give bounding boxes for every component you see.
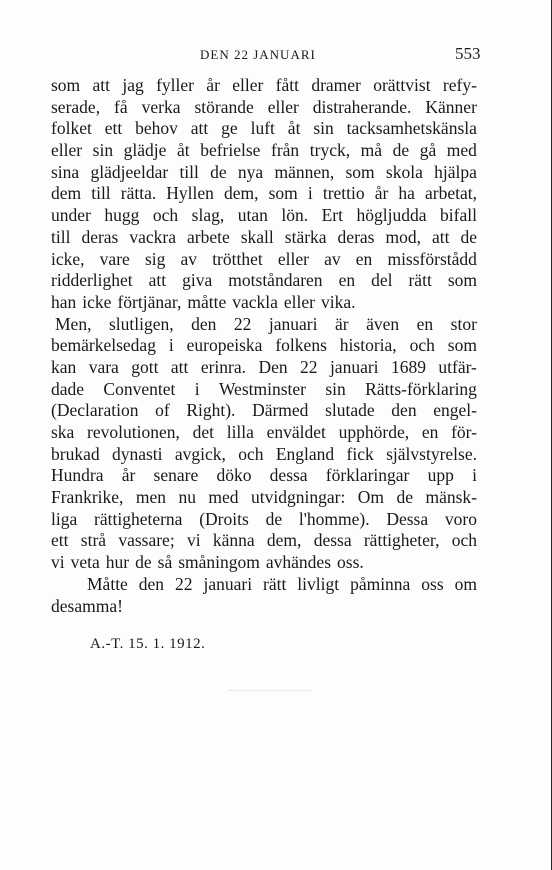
- word: döko: [216, 465, 252, 486]
- word: männen,: [274, 161, 335, 182]
- word: de: [210, 161, 227, 182]
- text-line: [51, 574, 477, 596]
- word: oss.: [337, 552, 364, 573]
- word: veta: [70, 552, 100, 573]
- word: arbetat,: [425, 183, 477, 204]
- word: vi: [51, 552, 65, 573]
- bleed-through-mark: [228, 690, 312, 691]
- text-line: [51, 596, 477, 618]
- word: som: [268, 183, 298, 204]
- word: missförstådd: [387, 248, 477, 269]
- word: tryck,: [309, 140, 351, 161]
- word: att: [148, 270, 167, 291]
- word: år: [374, 183, 389, 204]
- word: eller: [267, 96, 299, 117]
- word: icke,: [51, 248, 85, 269]
- word: känna: [212, 530, 255, 551]
- word: trötthet: [212, 248, 263, 269]
- word: oss: [421, 573, 444, 594]
- word: engel-: [433, 400, 477, 421]
- word: stärka: [284, 226, 327, 247]
- word: deras: [81, 226, 119, 247]
- text-line: [51, 270, 477, 292]
- body-text: [51, 75, 477, 617]
- word: nu: [178, 487, 196, 508]
- word: deras: [337, 226, 375, 247]
- word: med: [446, 140, 477, 161]
- word: få: [114, 96, 128, 117]
- page-number: 553: [455, 44, 481, 63]
- word: en: [355, 248, 373, 269]
- word: arbete: [186, 226, 230, 247]
- text-line: [51, 118, 477, 140]
- word: dem,: [224, 183, 259, 204]
- running-head: DEN 22 JANUARI: [200, 47, 316, 62]
- word: glädjeeldar: [90, 161, 169, 182]
- page-header: [0, 46, 552, 66]
- word: vara: [88, 356, 119, 377]
- word: folket: [51, 118, 92, 139]
- word: Conventet: [103, 378, 176, 399]
- signature-date: A.-T. 15. 1. 1912.: [90, 636, 206, 652]
- word: även: [366, 313, 400, 334]
- word: l'homme).: [298, 508, 370, 529]
- word: of: [155, 400, 170, 421]
- text-line: [51, 444, 477, 466]
- word: slag,: [191, 205, 225, 226]
- text-line: [51, 249, 477, 271]
- word: i: [472, 465, 477, 486]
- word: den: [191, 313, 217, 334]
- word: Men,: [55, 313, 92, 334]
- word: de: [135, 552, 152, 573]
- word: slutade: [325, 400, 375, 421]
- word: fyller: [156, 75, 194, 95]
- word: giva: [182, 270, 213, 291]
- word: dem: [51, 183, 82, 204]
- word: skall: [240, 226, 274, 247]
- word: tacksamhetskänsla: [346, 118, 477, 139]
- word: Om: [357, 487, 385, 508]
- word: desamma!: [51, 595, 123, 616]
- word: dem,: [266, 530, 302, 551]
- word: luft: [250, 118, 275, 139]
- word: ha: [398, 183, 415, 204]
- text-line: [51, 400, 477, 422]
- word: brukad: [51, 443, 100, 464]
- word: sig: [144, 248, 166, 269]
- word: år: [121, 465, 136, 486]
- word: senare: [153, 465, 199, 486]
- word: sin: [313, 118, 334, 139]
- word: fick: [346, 443, 374, 464]
- word: europeiska: [186, 335, 263, 356]
- word: Westminster: [218, 378, 306, 399]
- text-line: [51, 75, 477, 97]
- word: rättigheterna: [94, 508, 183, 529]
- word: skola: [385, 161, 423, 182]
- word: hur: [105, 552, 130, 573]
- word: hjälpa: [434, 161, 477, 182]
- word: livligt: [297, 573, 340, 594]
- word: dessa: [313, 530, 352, 551]
- text-line: [51, 205, 477, 227]
- word: till: [91, 183, 111, 204]
- word: eller: [277, 248, 309, 269]
- word: 1689: [390, 356, 426, 377]
- word: att: [190, 118, 209, 139]
- text-line: [51, 97, 477, 119]
- word: i: [168, 335, 174, 356]
- word: den: [391, 400, 417, 421]
- word: lilla: [226, 422, 254, 442]
- word: av: [324, 248, 341, 269]
- text-line: [51, 487, 477, 509]
- word: som: [51, 75, 81, 95]
- word: förtjänar,: [117, 291, 182, 312]
- word: så: [157, 552, 173, 573]
- word: i: [194, 378, 200, 399]
- word: Frankrike,: [51, 487, 124, 508]
- word: som: [447, 335, 477, 356]
- word: i: [307, 183, 313, 204]
- word: ett: [51, 530, 69, 551]
- word: 22: [175, 573, 193, 594]
- word: rättigheter,: [363, 530, 440, 551]
- word: jag: [122, 75, 144, 95]
- word: en: [416, 313, 434, 334]
- word: utfär-: [438, 356, 477, 377]
- word: rätta.: [120, 183, 157, 204]
- word: enväldet: [266, 422, 326, 442]
- word: utan: [237, 205, 268, 226]
- word: bifall: [440, 205, 477, 226]
- text-line: [51, 509, 477, 531]
- word: och: [238, 443, 264, 464]
- text-line: [51, 314, 477, 336]
- word: den: [138, 573, 165, 594]
- word: påminna: [350, 573, 411, 594]
- word: och: [152, 205, 179, 226]
- word: som: [345, 161, 375, 182]
- word: sina: [51, 161, 80, 182]
- word: gå: [419, 140, 437, 161]
- text-line: [51, 530, 477, 552]
- word: och: [409, 335, 435, 356]
- word: år: [206, 75, 220, 95]
- word: att: [170, 356, 189, 377]
- word: Måtte: [87, 573, 128, 594]
- word: det: [192, 422, 214, 442]
- word: en: [421, 422, 439, 442]
- word: behov: [135, 118, 178, 139]
- word: (Droits: [199, 508, 249, 529]
- word: glädje: [123, 140, 167, 161]
- text-line: [51, 357, 477, 379]
- word: är: [334, 313, 349, 334]
- text-line: [51, 335, 477, 357]
- word: de: [460, 226, 477, 247]
- word: sin: [325, 378, 346, 399]
- word: refy-: [442, 75, 477, 95]
- word: slutligen,: [108, 313, 174, 334]
- word: dade: [51, 378, 85, 399]
- word: eller: [232, 75, 264, 95]
- word: vare: [99, 248, 130, 269]
- word: nya: [237, 161, 264, 182]
- word: under: [51, 205, 91, 226]
- word: kan: [51, 356, 77, 377]
- word: liga: [51, 508, 78, 529]
- word: del: [371, 270, 393, 291]
- word: sin: [92, 140, 114, 161]
- word: motståndaren: [228, 270, 323, 291]
- word: vika.: [321, 291, 356, 312]
- word: en: [338, 270, 356, 291]
- word: icke: [82, 291, 112, 312]
- word: Dessa: [386, 508, 429, 529]
- word: rätt: [263, 573, 287, 594]
- word: befrielse: [200, 140, 261, 161]
- word: Rätts-förklaring: [365, 378, 477, 399]
- word: serade,: [51, 96, 101, 117]
- text-line: [51, 422, 477, 444]
- word: Därmed: [252, 400, 309, 421]
- word: Den: [258, 356, 288, 377]
- text-line: [51, 379, 477, 401]
- word: rätt: [408, 270, 432, 291]
- word: självstyrelse.: [386, 443, 477, 464]
- word: erinra.: [200, 356, 247, 377]
- word: ridderlighet: [51, 270, 133, 291]
- word: med: [208, 487, 239, 508]
- word: dynasti: [111, 443, 163, 464]
- word: högljudda: [356, 205, 427, 226]
- word: från: [271, 140, 300, 161]
- word: gott: [131, 356, 159, 377]
- word: om: [454, 573, 477, 594]
- word: att: [92, 75, 111, 95]
- word: mänsk-: [425, 487, 477, 508]
- word: vackla: [232, 291, 278, 312]
- word: vackra: [129, 226, 176, 247]
- word: Ert: [321, 205, 343, 226]
- text-line: [51, 183, 477, 205]
- text-line: [51, 552, 477, 574]
- word: orättvist: [373, 75, 431, 95]
- text-line: [51, 227, 477, 249]
- word: Right).: [186, 400, 236, 421]
- word: 22: [233, 313, 252, 334]
- word: upphörde,: [338, 422, 410, 442]
- word: distraherande.: [312, 96, 412, 117]
- word: småningom: [178, 552, 260, 573]
- word: folkens: [275, 335, 327, 356]
- word: januari: [203, 573, 253, 594]
- word: voro: [444, 508, 477, 529]
- word: upp: [427, 465, 454, 486]
- word: 22: [300, 356, 318, 377]
- word: England: [275, 443, 335, 464]
- word: som: [447, 270, 477, 291]
- word: revolutionen,: [87, 422, 180, 442]
- word: avgick,: [174, 443, 226, 464]
- word: till: [179, 161, 199, 182]
- word: dramer: [311, 75, 361, 95]
- word: trettio: [322, 183, 365, 204]
- word: ska: [51, 422, 75, 442]
- word: strå: [80, 530, 107, 551]
- word: ett: [104, 118, 123, 139]
- text-line: [51, 140, 477, 162]
- word: de: [396, 487, 413, 508]
- word: för-: [451, 422, 477, 442]
- word: förklaringar: [325, 465, 410, 486]
- word: eller: [283, 291, 315, 312]
- word: att: [431, 226, 450, 247]
- word: må: [360, 140, 383, 161]
- word: och: [451, 530, 477, 551]
- word: av: [180, 248, 198, 269]
- word: till: [51, 226, 71, 247]
- word: bemärkelsedag: [51, 335, 156, 356]
- word: måtte: [187, 291, 227, 312]
- word: han: [51, 291, 77, 312]
- word: men: [135, 487, 167, 508]
- word: de: [265, 508, 283, 529]
- word: stor: [450, 313, 477, 334]
- word: vassare;: [118, 530, 175, 551]
- text-line: [51, 292, 477, 314]
- word: åt: [176, 140, 190, 161]
- word: dessa: [269, 465, 308, 486]
- word: åt: [287, 118, 301, 139]
- text-line: [51, 162, 477, 184]
- word: januari: [329, 356, 379, 377]
- word: fått: [275, 75, 299, 95]
- word: verka: [141, 96, 181, 117]
- text-line: [51, 465, 477, 487]
- word: Känner: [425, 96, 477, 117]
- word: störande: [194, 96, 254, 117]
- word: ge: [221, 118, 238, 139]
- word: hugg: [104, 205, 140, 226]
- word: de: [392, 140, 410, 161]
- word: eller: [51, 140, 83, 161]
- word: Hundra: [51, 465, 104, 486]
- word: lön.: [281, 205, 309, 226]
- word: utvidgningar:: [251, 487, 346, 508]
- word: vi: [186, 530, 201, 551]
- word: (Declaration: [51, 400, 139, 421]
- word: historia,: [339, 335, 397, 356]
- word: avhändes: [265, 552, 332, 573]
- word: januari: [268, 313, 318, 334]
- word: Hyllen: [166, 183, 214, 204]
- word: mod,: [385, 226, 421, 247]
